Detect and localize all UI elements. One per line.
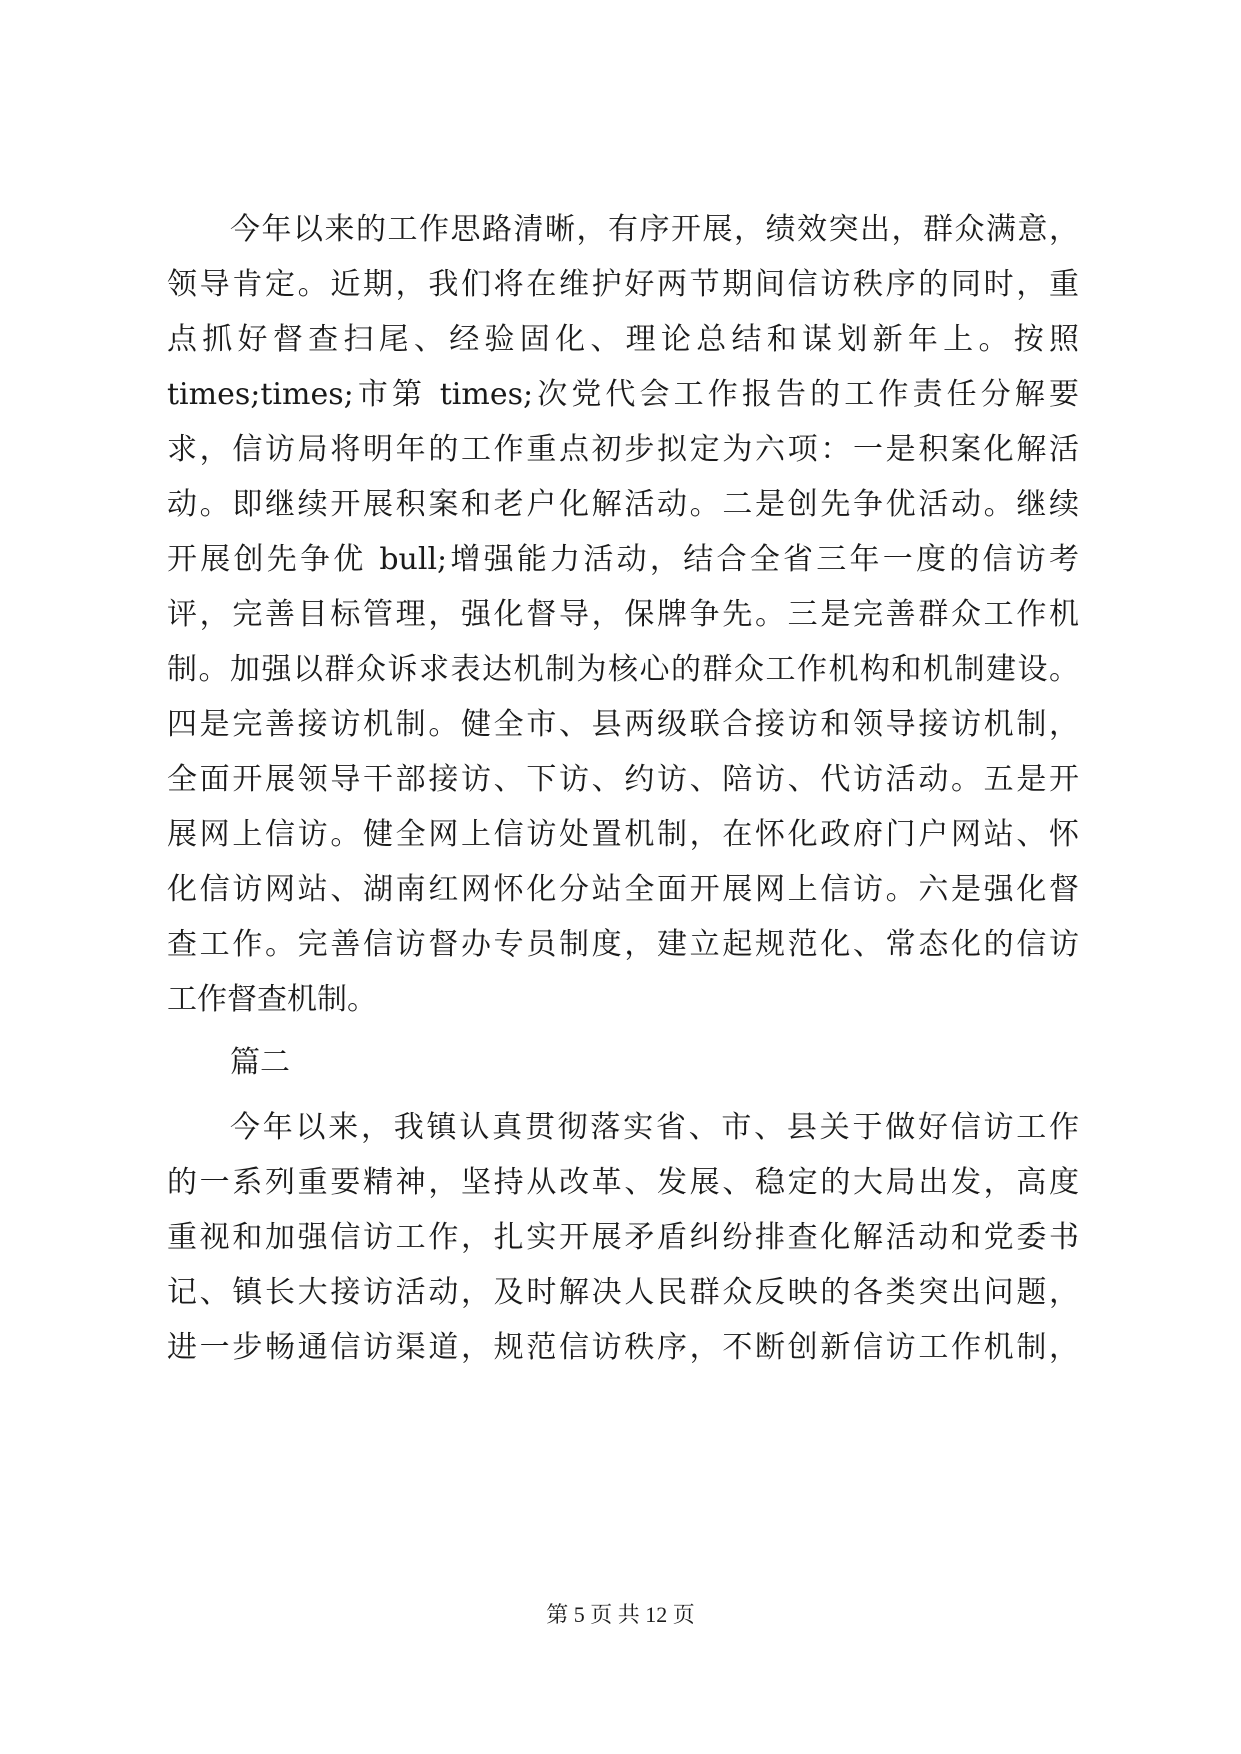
text-line: 求，信访局将明年的工作重点初步拟定为六项：一是积案化解活 [167,432,1079,467]
text-line: 动。即继续开展积案和老户化解活动。二是创先争优活动。继续 [167,487,1079,522]
text-line: 记、镇长大接访活动，及时解决人民群众反映的各类突出问题， [167,1275,1079,1310]
text-line: 点抓好督查扫尾、经验固化、理论总结和谋划新年上。按照 [167,322,1079,357]
text-line: 展网上信访。健全网上信访处置机制，在怀化政府门户网站、怀 [167,817,1079,852]
text-line: 工作督查机制。 [167,982,377,1017]
text-line: 进一步畅通信访渠道，规范信访秩序，不断创新信访工作机制， [167,1330,1079,1365]
text-line: 重视和加强信访工作，扎实开展矛盾纠纷排查化解活动和党委书 [167,1220,1079,1255]
text-line: 今年以来，我镇认真贯彻落实省、市、县关于做好信访工作 [230,1110,1079,1145]
text-line: 的一系列重要精神，坚持从改革、发展、稳定的大局出发，高度 [167,1165,1079,1200]
text-line: 评，完善目标管理，强化督导，保牌争先。三是完善群众工作机 [167,597,1079,632]
text-line: 开展创先争优 bull;增强能力活动，结合全省三年一度的信访考 [167,542,1079,577]
text-line: 全面开展领导干部接访、下访、约访、陪访、代访活动。五是开 [167,762,1079,797]
text-line: 化信访网站、湖南红网怀化分站全面开展网上信访。六是强化督 [167,872,1079,907]
text-line: 查工作。完善信访督办专员制度，建立起规范化、常态化的信访 [167,927,1079,962]
text-line: 制。加强以群众诉求表达机制为核心的群众工作机构和机制建设。 [167,652,1079,687]
text-line: 四是完善接访机制。健全市、县两级联合接访和领导接访机制， [167,707,1079,742]
page-footer: 第 5 页 共 12 页 [546,1602,695,1627]
text-line: 领导肯定。近期，我们将在维护好两节期间信访秩序的同时，重 [167,267,1079,302]
text-line: 今年以来的工作思路清晰，有序开展，绩效突出，群众满意， [230,212,1079,247]
section-heading: 篇二 [230,1045,290,1080]
text-line: times;times;市第 times;次党代会工作报告的工作责任分解要 [167,377,1079,412]
